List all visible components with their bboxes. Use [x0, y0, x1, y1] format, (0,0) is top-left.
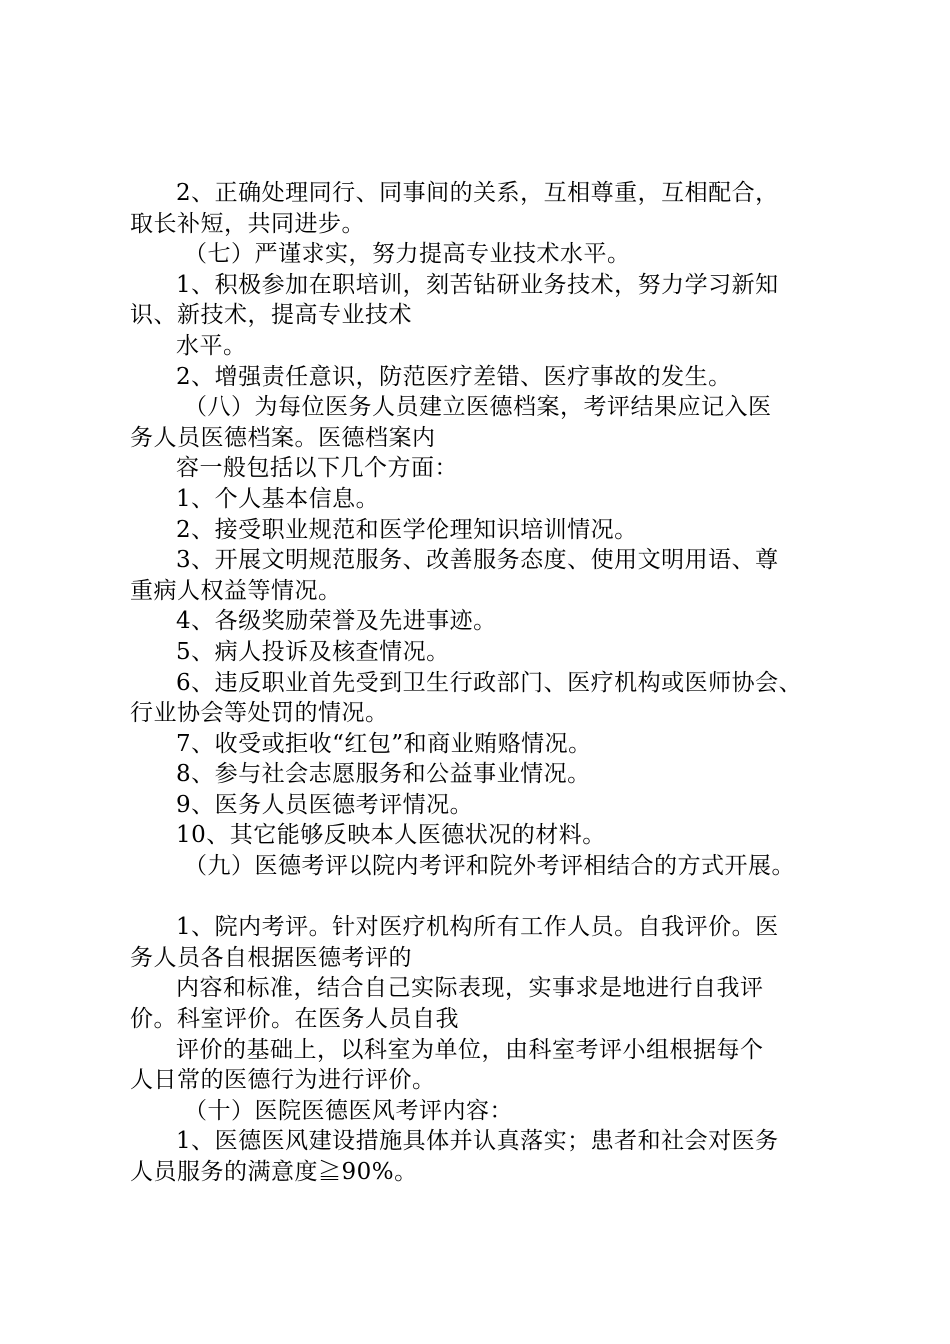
list-item: 9、医务人员医德考评情况。: [176, 791, 474, 818]
text-line: 2、增强责任意识，防范医疗差错、医疗事故的发生。: [176, 363, 732, 390]
section-heading-9: （九）医德考评以院内考评和院外考评相结合的方式开展。: [184, 853, 795, 880]
list-item: 4、各级奖励荣誉及先进事迹。: [176, 608, 497, 635]
text-line: 1、院内考评。针对医疗机构所有工作人员。自我评价。医: [176, 914, 779, 941]
text-line: 水平。: [176, 332, 247, 359]
text-line: 内容和标准，结合自己实际表现，实事求是地进行自我评: [176, 975, 764, 1002]
list-item: 6、违反职业首先受到卫生行政部门、医疗机构或医师协会、: [176, 669, 803, 696]
text-line: 2、正确处理同行、同事间的关系，互相尊重，互相配合，: [176, 180, 779, 206]
text-line: 价。科室评价。在医务人员自我: [130, 1006, 459, 1033]
list-item: 5、病人投诉及核查情况。: [176, 638, 450, 665]
list-item: 1、个人基本信息。: [176, 485, 380, 512]
text-line: 人日常的医德行为进行评价。: [130, 1067, 436, 1094]
text-line: 行业协会等处罚的情况。: [130, 700, 389, 727]
section-heading-8: （八）为每位医务人员建立医德档案，考评结果应记入医: [184, 394, 772, 421]
text-line: 识、新技术，提高专业技术: [130, 302, 412, 329]
text-line: 1、医德医风建设措施具体并认真落实；患者和社会对医务: [176, 1128, 779, 1155]
list-item: 7、收受或拒收“红包”和商业贿赂情况。: [176, 730, 592, 757]
list-item: 2、接受职业规范和医学伦理知识培训情况。: [176, 516, 638, 543]
text-line: 务人员各自根据医德考评的: [130, 944, 412, 971]
blank-line: [130, 882, 850, 913]
document-body: [130, 178, 850, 1188]
text-line: 容一般包括以下几个方面：: [176, 455, 458, 482]
list-item: 8、参与社会志愿服务和公益事业情况。: [176, 761, 591, 788]
text-line: 评价的基础上，以科室为单位，由科室考评小组根据每个: [176, 1036, 764, 1063]
text-line: 重病人权益等情况。: [130, 577, 342, 604]
section-heading-7: （七）严谨求实，努力提高专业技术水平。: [184, 241, 631, 268]
list-item: 3、开展文明规范服务、改善服务态度、使用文明用语、尊: [176, 547, 779, 574]
text-line: 务人员医德档案。医德档案内: [130, 424, 436, 451]
text-line: 取长补短，共同进步。: [130, 210, 365, 237]
text-line: 1、积极参加在职培训，刻苦钻研业务技术，努力学习新知: [176, 271, 779, 298]
list-item: 10、其它能够反映本人医德状况的材料。: [176, 822, 606, 849]
section-heading-10: （十）医院医德医风考评内容：: [184, 1097, 513, 1124]
text-line: 人员服务的满意度≧90%。: [130, 1159, 418, 1185]
